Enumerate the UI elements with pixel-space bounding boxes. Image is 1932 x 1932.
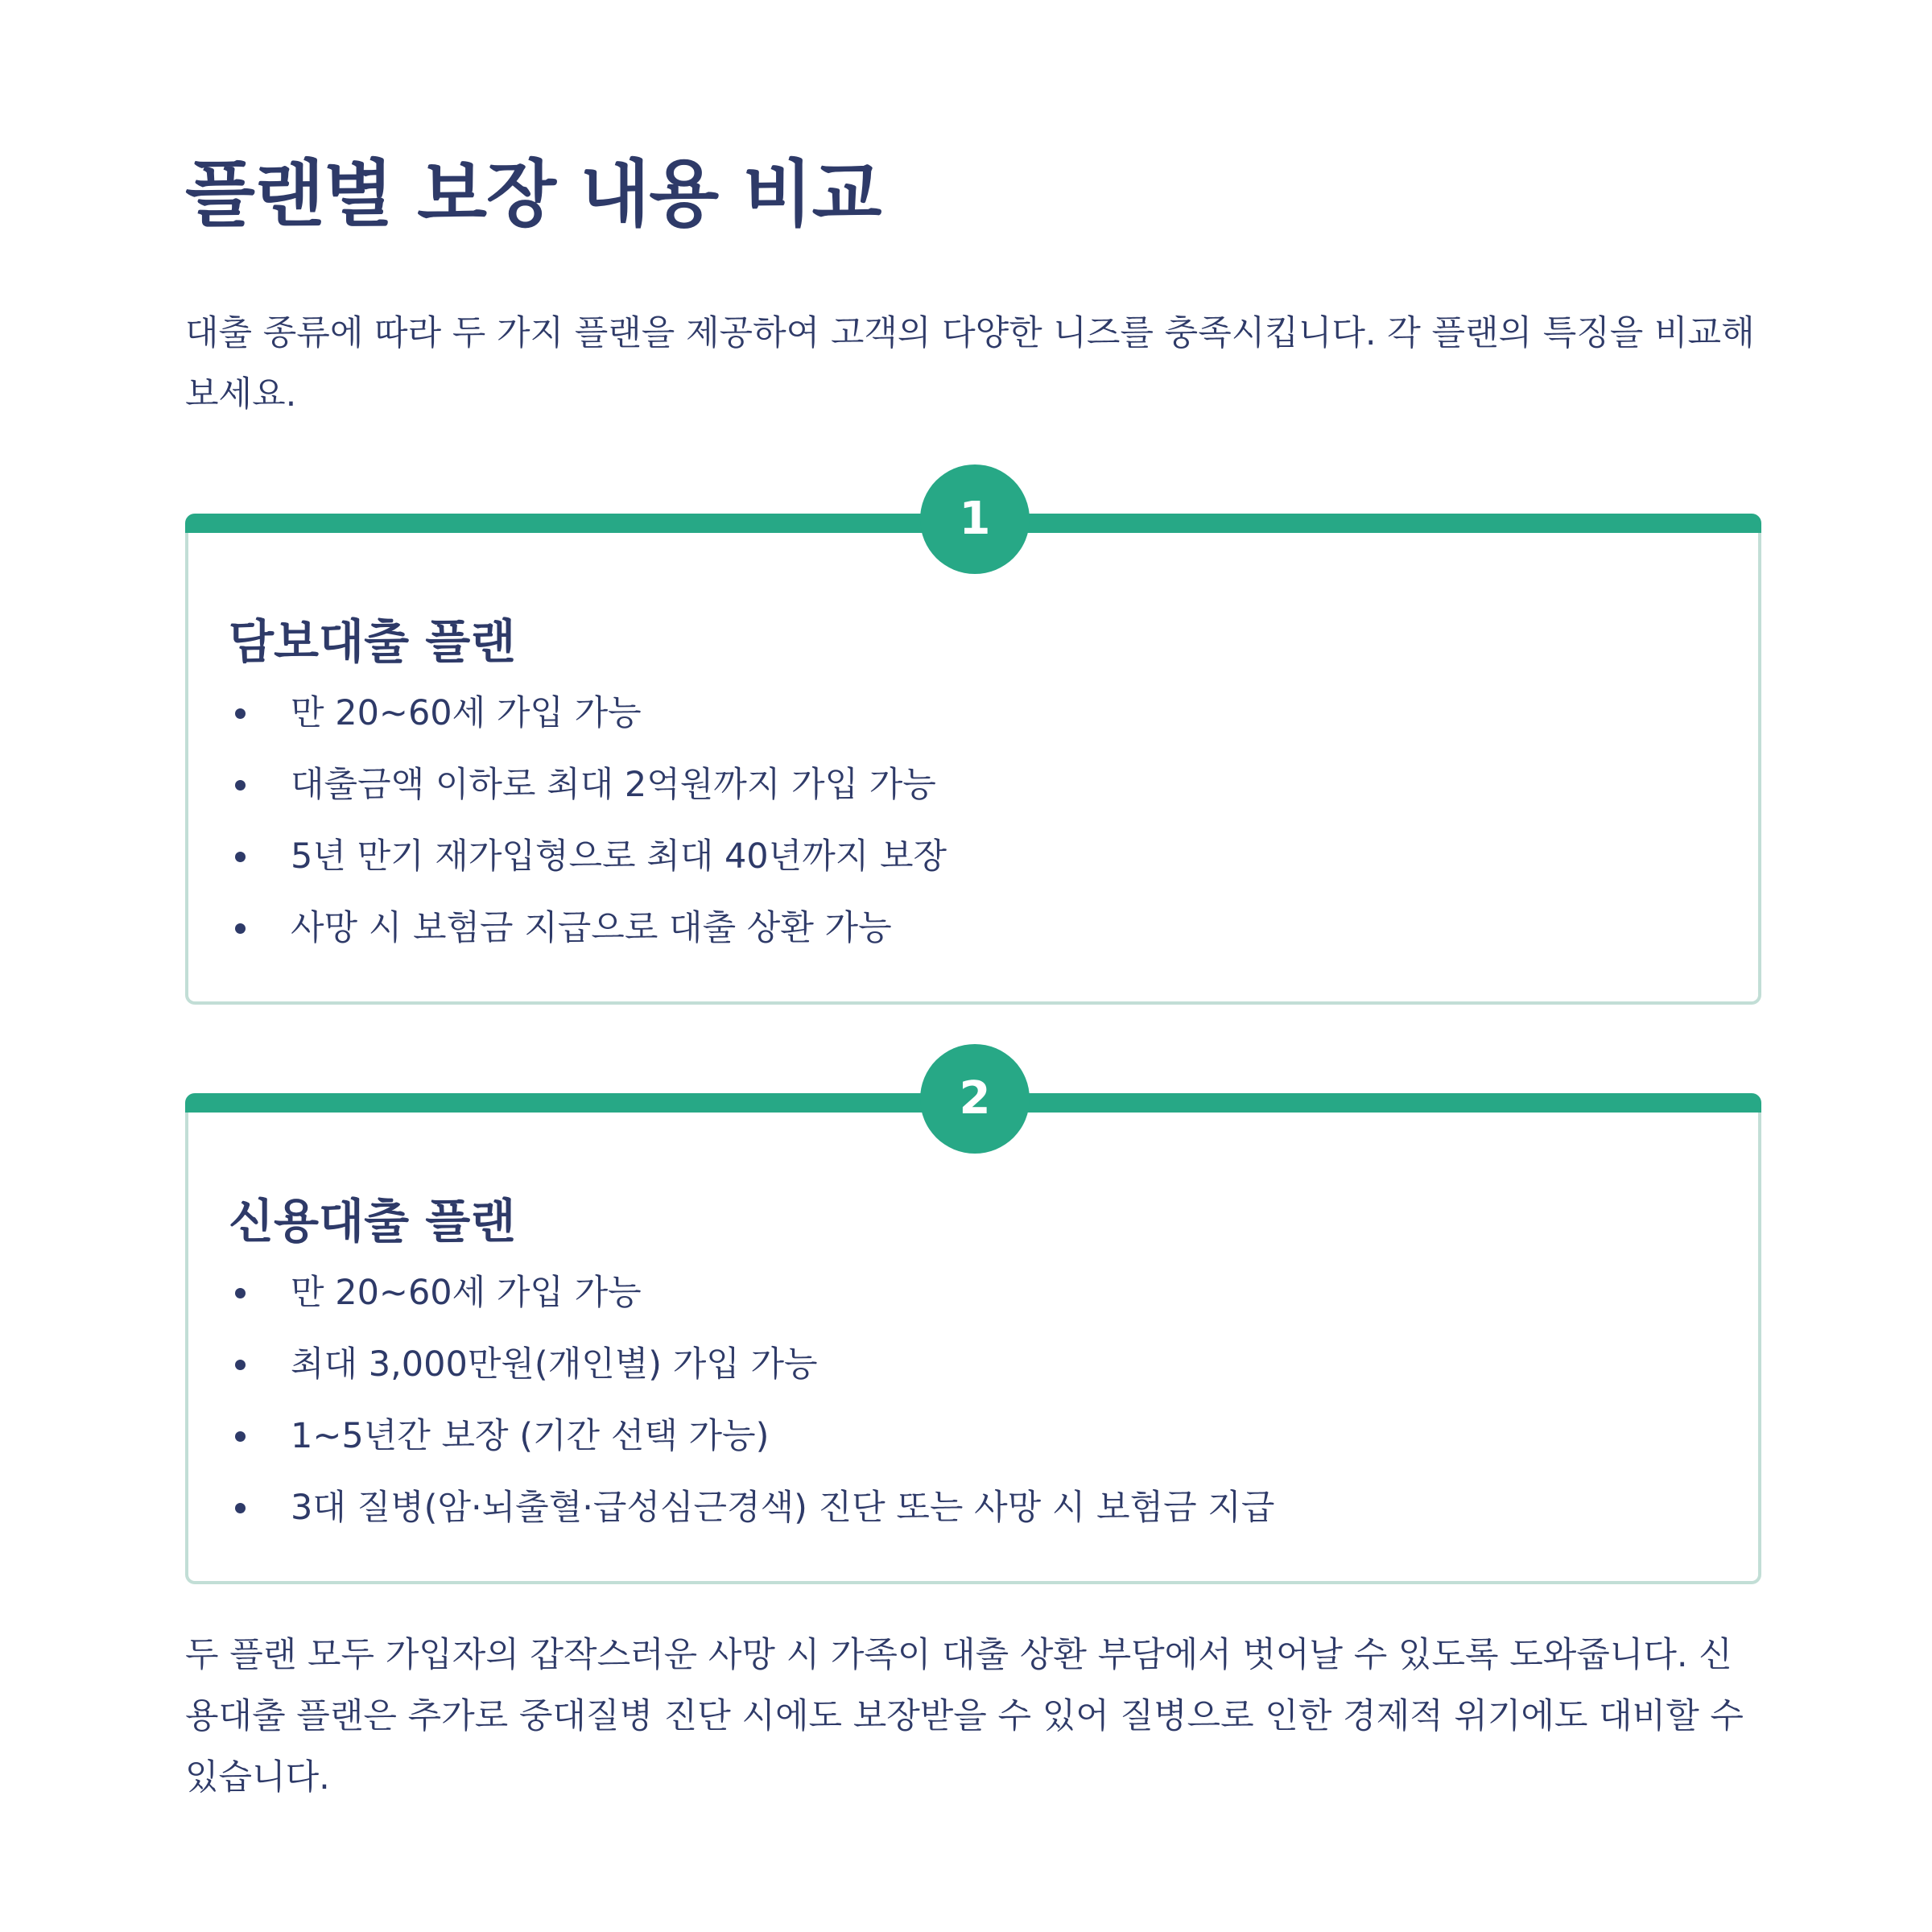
list-item-text: 3대 질병(암·뇌출혈·급성심근경색) 진단 또는 사망 시 보험금 지급	[291, 1488, 1275, 1528]
list-item	[229, 1340, 1274, 1412]
plan-card-collateral	[185, 493, 1761, 1005]
intro-paragraph: 대출 종류에 따라 두 가지 플랜을 제공하여 고객의 다양한 니즈를 충족시킵니다. 각 플랜의 특징을 비교해 보세요.	[185, 313, 1755, 415]
bullet-icon	[235, 852, 246, 862]
list-item	[229, 1269, 1274, 1340]
list-item-text: 만 20~60세 가입 가능	[291, 693, 642, 733]
list-item-text: 만 20~60세 가입 가능	[291, 1273, 642, 1313]
list-item	[229, 904, 947, 976]
plan-title: 담보대출 플랜	[229, 614, 516, 669]
bullet-icon	[235, 1360, 246, 1370]
bullet-icon	[235, 1431, 246, 1442]
list-item-text: 5년 만기 재가입형으로 최대 40년까지 보장	[291, 836, 947, 877]
bullet-icon	[235, 923, 246, 934]
list-item	[229, 761, 947, 832]
plan-number-badge: 2	[920, 1044, 1030, 1154]
plan-feature-list	[229, 1269, 1274, 1555]
list-item-text: 1~5년간 보장 (기간 선택 가능)	[291, 1416, 770, 1456]
list-item	[229, 1484, 1274, 1555]
plan-card-credit	[185, 1072, 1761, 1584]
list-item	[229, 1412, 1274, 1484]
bullet-icon	[235, 780, 246, 791]
bullet-icon	[235, 1288, 246, 1298]
plan-title: 신용대출 플랜	[229, 1194, 516, 1249]
list-item-text: 대출금액 이하로 최대 2억원까지 가입 가능	[291, 765, 936, 805]
list-item-text: 사망 시 보험금 지급으로 대출 상환 가능	[291, 908, 892, 948]
outro-paragraph: 두 플랜 모두 가입자의 갑작스러운 사망 시 가족이 대출 상환 부담에서 벗어날 수 있도록 도와줍니다. 신용대출 플랜은 추가로 중대질병 진단 시에도 보장받을 수 있어 질병으로 인한 경제적 위기에도 대비할 수 있습니다.	[185, 1635, 1744, 1798]
plan-feature-list	[229, 689, 947, 976]
page-title: 플랜별 보장 내용 비교	[185, 152, 881, 237]
list-item-text: 최대 3,000만원(개인별) 가입 가능	[291, 1344, 818, 1385]
bullet-icon	[235, 708, 246, 719]
list-item	[229, 832, 947, 904]
plan-number-badge: 1	[920, 464, 1030, 574]
list-item	[229, 689, 947, 761]
bullet-icon	[235, 1503, 246, 1513]
